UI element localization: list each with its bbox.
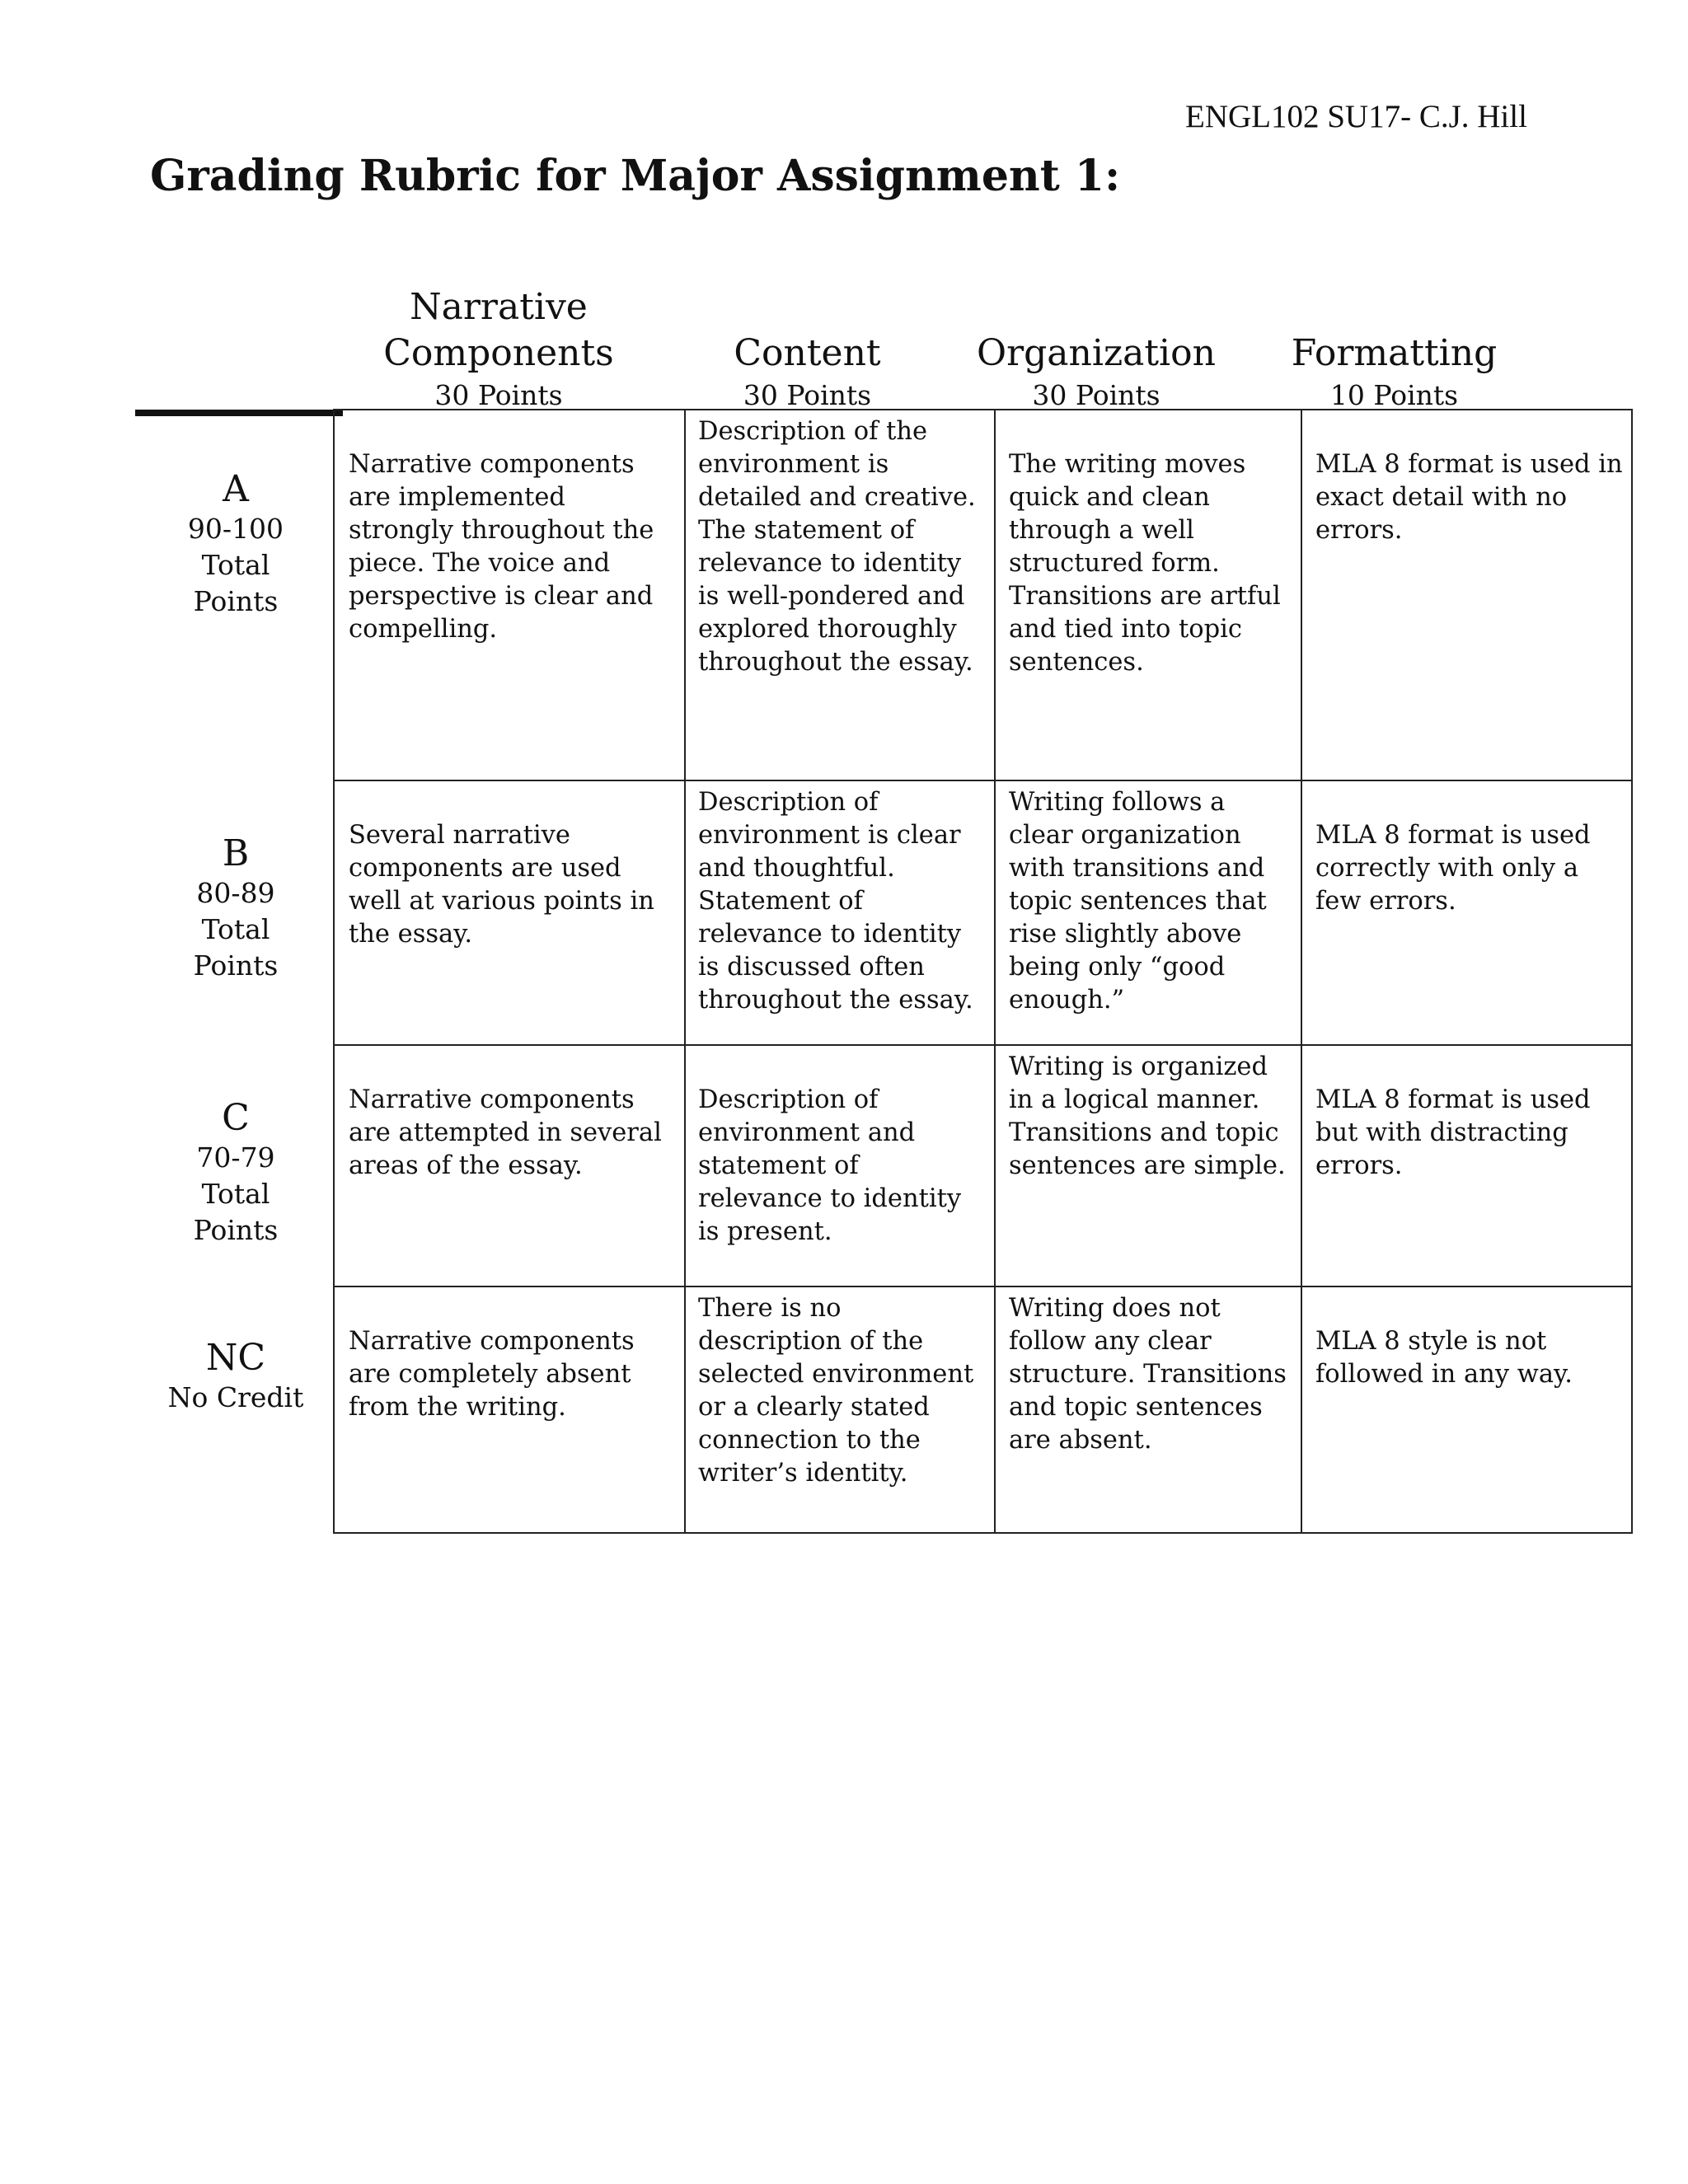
table-row: [334, 1045, 1632, 1286]
table-cell: [685, 410, 995, 780]
column-header-organization: [953, 330, 1240, 415]
grade-letter: A: [223, 468, 249, 510]
grade-label-a: [140, 468, 331, 620]
table-cell: [685, 780, 995, 1045]
cell-text: MLA 8 format is used correctly with only a few errors.: [1315, 821, 1591, 916]
column-header-points: 30 Points: [743, 379, 872, 411]
grade-range: 90-100: [187, 513, 284, 545]
table-cell: [1301, 1286, 1632, 1533]
cell-text: MLA 8 style is not followed in any way.: [1315, 1327, 1573, 1389]
cell-text: MLA 8 format is used but with distracting errors.: [1315, 1085, 1591, 1180]
table-cell: [685, 1045, 995, 1286]
table-row: [334, 780, 1632, 1045]
grade-letter: B: [222, 832, 250, 874]
column-header-points: 10 Points: [1329, 379, 1459, 411]
table-cell: [334, 1286, 685, 1533]
cell-text: Description of the environment is detailed and creative. The statement of relevance to identity is well-pondered and explored thoroughly throughout the essay.: [698, 417, 976, 677]
column-header-narrative: [354, 284, 643, 415]
cell-text: Several narrative components are used well at various points in the essay.: [349, 821, 654, 949]
grade-range-label: Total: [201, 1178, 270, 1210]
table-cell: [685, 1286, 995, 1533]
column-header-name: Narrative Components: [383, 286, 614, 374]
course-tag: ENGL102 SU17- C.J. Hill: [1185, 99, 1527, 134]
grade-range: 70-79: [196, 1141, 275, 1174]
cell-text: The writing moves quick and clean through a well structured form. Transitions are artful and tied into topic sentences.: [1009, 450, 1281, 677]
header-divider: [135, 410, 343, 416]
table-row: [334, 410, 1632, 780]
cell-text: Description of environment is clear and thoughtful. Statement of relevance to identity is discussed often throughout the essay.: [698, 788, 973, 1015]
grade-label-nc: [140, 1337, 331, 1416]
column-header-name: Content: [734, 332, 881, 374]
grade-range-label: Total: [201, 913, 270, 945]
rubric-table: [333, 409, 1633, 1534]
grade-letter: C: [222, 1097, 250, 1139]
cell-text: There is no description of the selected environment or a clearly stated connection to the writer’s identity.: [698, 1294, 974, 1488]
cell-text: Narrative components are attempted in several areas of the essay.: [349, 1085, 662, 1180]
table-cell: [1301, 410, 1632, 780]
column-header-points: 30 Points: [434, 379, 563, 411]
grade-label-b: [140, 832, 331, 984]
grade-range: 80-89: [196, 877, 275, 909]
cell-text: Narrative components are completely absent from the writing.: [349, 1327, 635, 1422]
column-header-name: Formatting: [1291, 332, 1498, 374]
grade-range-label: Points: [193, 1214, 279, 1246]
cell-text: Writing does not follow any clear structure. Transitions and topic sentences are absent.: [1009, 1294, 1287, 1455]
page-title: Grading Rubric for Major Assignment 1:: [150, 151, 1121, 201]
table-cell: [995, 1045, 1301, 1286]
column-header-name: Organization: [977, 332, 1216, 374]
cell-text: Description of environment and statement of relevance to identity is present.: [698, 1085, 962, 1246]
table-cell: [995, 410, 1301, 780]
table-cell: [334, 410, 685, 780]
table-cell: [1301, 780, 1632, 1045]
column-header-formatting: [1240, 330, 1549, 415]
table-row: [334, 1286, 1632, 1533]
grade-range-label: Points: [193, 585, 279, 617]
grade-letter: NC: [205, 1337, 266, 1379]
table-cell: [334, 780, 685, 1045]
table-cell: [334, 1045, 685, 1286]
cell-text: MLA 8 format is used in exact detail with no errors.: [1315, 450, 1623, 545]
table-cell: [1301, 1045, 1632, 1286]
grade-range: No Credit: [167, 1381, 304, 1413]
grade-range-label: Total: [201, 549, 270, 581]
cell-text: Narrative components are implemented strongly throughout the piece. The voice and perspective is clear and compelling.: [349, 450, 654, 644]
grade-label-c: [140, 1097, 331, 1249]
table-cell: [995, 780, 1301, 1045]
column-header-content: [662, 330, 953, 415]
table-cell: [995, 1286, 1301, 1533]
cell-text: Writing is organized in a logical manner. Transitions and topic sentences are simple.: [1009, 1052, 1286, 1180]
grade-range-label: Points: [193, 949, 279, 982]
column-header-points: 30 Points: [1032, 379, 1160, 411]
cell-text: Writing follows a clear organization with transitions and topic sentences that rise slightly above being only “good enough.”: [1009, 788, 1267, 1015]
